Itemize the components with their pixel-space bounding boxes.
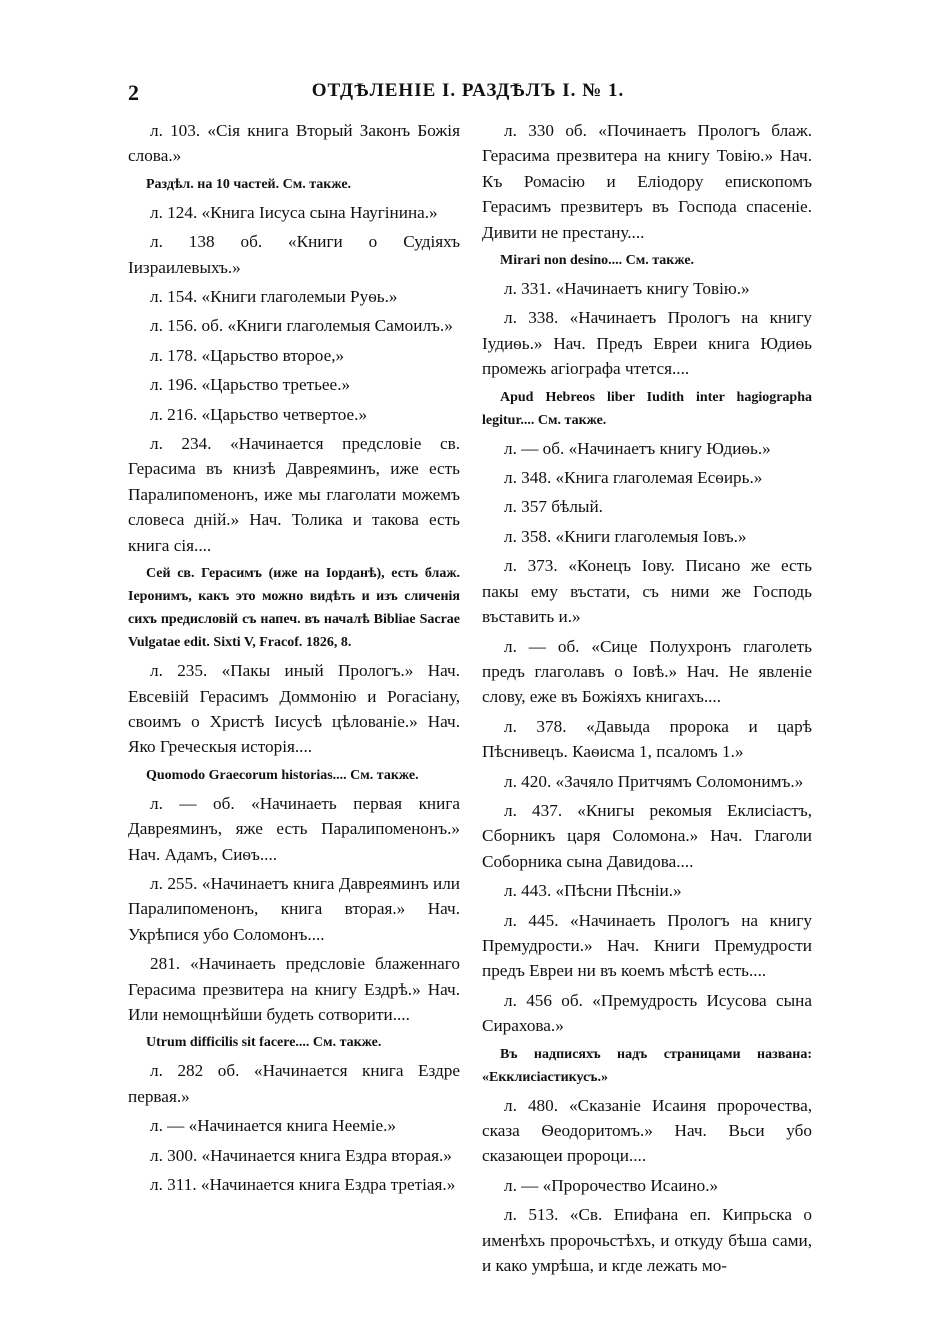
right-column <box>482 118 812 1278</box>
catalog-entry: л. 103. «Сія книга Вторый Законъ Божія слова.» <box>128 121 460 166</box>
catalog-entry: л. 348. «Книга глаголемая Есѳирь.» <box>504 468 763 488</box>
catalog-entry: л. 357 бѣлый. <box>504 497 603 517</box>
editorial-note: Mirari non desino.... См. также. <box>500 253 695 269</box>
catalog-entry: 281. «Начинаеть предсловіе блаженнаго Герасима презвитера на книгу Ездрѣ.» Нач. Или немощнѣйши будеть сотворити.... <box>128 954 460 1024</box>
catalog-entry: л. 178. «Царьство второе,» <box>150 345 345 365</box>
catalog-entry: л. 373. «Конецъ Іову. Писано же есть пакы ему въстати, съ ними же Господь въставить и.» <box>482 556 812 627</box>
page-number: 2 <box>128 80 139 105</box>
catalog-entry: л. 420. «Зачяло Притчямъ Соломонимъ.» <box>504 771 804 791</box>
catalog-entry: л. 331. «Начинаетъ книгу Товію.» <box>504 279 750 299</box>
editorial-note: Utrum difficilis sit facere.... См. также. <box>146 1035 382 1051</box>
editorial-note: Apud Hebreos liber Iudith inter hagiographa legitur.... См. также. <box>482 389 812 428</box>
catalog-entry: л. 338. «Начинаетъ Прологъ на книгу Іудиѳь.» Нач. Предъ Евреи книга Юдиѳь промежь агіографа чтется.... <box>482 308 812 379</box>
editorial-note: Quomodo Graecorum historias.... См. также. <box>146 767 419 783</box>
catalog-entry: л. 154. «Книги глаголемыи Руѳь.» <box>150 287 398 307</box>
catalog-entry: л. 156. об. «Книги глаголемыя Самоилъ.» <box>150 316 453 336</box>
catalog-entry: л. — «Начинается книга Неемiе.» <box>150 1116 397 1136</box>
editorial-note: Сей св. Герасимъ (иже на Іорданѣ), есть блаж. Іеронимъ, какъ это можно видѣть и изъ сличенія сихъ предисловій съ напеч. въ началѣ Bibliae Sacrae Vulgatae edit. Sixti V, Fracof. 1826, 8. <box>128 566 460 651</box>
catalog-entry: л. 138 об. «Книги о Судіяхъ Іизраилевыхъ.» <box>128 232 460 277</box>
catalog-entry: л. 255. «Начинаетъ книга Давреяминъ или Паралипоменонъ, книга вторая.» Нач. Укрѣпися убо Соломонъ.... <box>128 873 460 944</box>
catalog-entry: л. 513. «Св. Епифана еп. Кипрьска о именѣхъ пророчьстѣхъ, и откуду бѣша сами, и како умрѣша, и кгде лежать мо- <box>482 1205 812 1276</box>
catalog-entry: л. 330 об. «Починаетъ Прологъ блаж. Герасима презвитера на книгу Товію.» Нач. Къ Ромасію и Еліодору епископомъ Герасимъ презвитеръ въ Господа спасеніе. Дивити не престану.... <box>482 121 812 242</box>
running-header: ОТДѢЛЕНІЕ I. РАЗДѢЛЪ I. № 1. <box>311 80 625 101</box>
catalog-entry: л. 300. «Начинается книга Ездра вторая.» <box>150 1145 452 1165</box>
catalog-entry: л. 311. «Начинается книга Ездра третiая.» <box>150 1175 456 1194</box>
catalog-entry: л. 124. «Книга Іисуса сына Наугінина.» <box>150 202 438 222</box>
catalog-entry: л. 437. «Книгы рекомыя Еклисіастъ, Сборникъ царя Соломона.» Нач. Глаголи Соборника сына Давидова.... <box>482 800 812 871</box>
catalog-entry: л. 234. «Начинается предсловіе св. Герасима въ книзѣ Давреяминъ, иже есть Паралипоменонъ, иже мы глаголати можемъ словеса днiй.» Нач. Толика и такова есть книга сія.... <box>128 434 460 555</box>
catalog-entry: л. 480. «Сказаніе Исаиня пророчества, сказа Ѳеодоритомъ.» Нач. Вьси убо сказающеи пророци.... <box>482 1095 812 1166</box>
catalog-entry: л. 216. «Царьство четвертое.» <box>150 404 368 424</box>
catalog-entry: л. 456 об. «Премудрость Исусова сына Сирахова.» <box>482 990 812 1036</box>
catalog-entry: л. — об. «Начинаеть первая книга Давреяминъ, яже есть Паралипоменонъ.» Нач. Адамъ, Сиѳъ.... <box>128 793 460 864</box>
catalog-entry: л. — об. «Сице Полухронъ глаголеть предъ глаголавъ о Іовѣ.» Нач. Не явленіе слову, еже въ Божіяхъ книгахъ.... <box>482 636 812 707</box>
catalog-entry: л. 443. «Пѣсни Пѣсніи.» <box>504 881 682 901</box>
catalog-entry: л. 378. «Давыда пророка и царѣ Пѣснивецъ. Каѳисма 1, псаломъ 1.» <box>482 716 812 762</box>
catalog-entry: л. 235. «Пакы иный Прологъ.» Нач. Евсевiiй Герасимъ Доммонію и Рогасіану, своимъ о Христѣ Iисусѣ цѣлованіе.» Нач. Яко Греческыя исторія.... <box>128 661 460 757</box>
catalog-entry: л. 358. «Книги глаголемыя Іовъ.» <box>504 526 747 546</box>
catalog-entry: л. — «Пророчество Исаино.» <box>504 1175 719 1195</box>
catalog-entry: л. 282 об. «Начинается книга Ездре первая.» <box>128 1061 460 1106</box>
editorial-note: Въ надписяхъ надъ страницами названа: «Екклисіастикусъ.» <box>482 1046 812 1085</box>
left-column <box>128 118 460 1197</box>
catalog-entry: л. 196. «Царьство третьее.» <box>150 375 351 395</box>
catalog-entry: л. 445. «Начинаеть Прологъ на книгу Премудрости.» Нач. Книги Премудрости предъ Евреи ни въ коемъ мѣстѣ есть.... <box>482 910 812 981</box>
editorial-note: Раздѣл. на 10 частей. См. также. <box>146 176 352 192</box>
catalog-entry: л. — об. «Начинаетъ книгу Юдиѳь.» <box>504 438 771 458</box>
